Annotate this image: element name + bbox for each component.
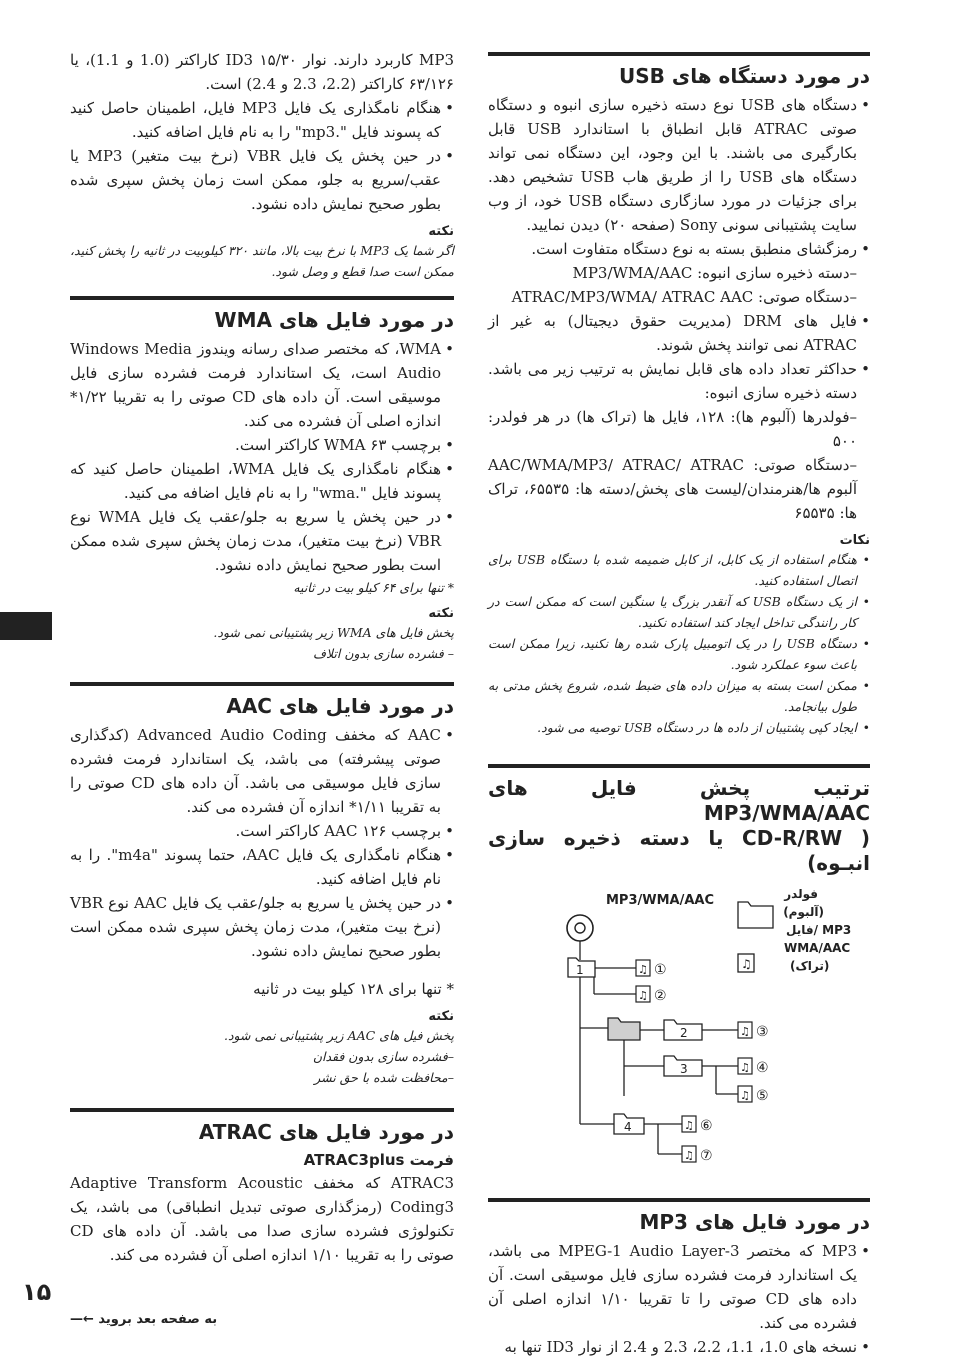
list-item: • WMA، که مختصر صدای رسانه ویندوز Windows Media Audio است، یک استاندارد فرمت فشرده سازی فایل موسیقی است. آن داده های CD صوتی را به تقریبا ۱/۲۲* اندازه اصلی آن فشرده می کند. — [70, 337, 454, 433]
list-item: • هنگام نامگذاری یک فایل AAC، حتما پسوند "m4a". را به نام فایل اضافه کنید. — [70, 843, 454, 891]
folder-icon — [664, 1020, 702, 1040]
svg-text:♫: ♫ — [638, 963, 648, 976]
note-item: • هنگام استفاده از یک کابل، از کابل ضمیمه شده با دستگاه USB برای اتصال استفاده کنید. — [488, 549, 870, 591]
list-item: • MP3 که مختصر MPEG-1 Audio Layer-3 می باشد، یک استاندارد فرمت فشرده سازی فایل موسیقی است. آن داده های CD صوتی را تا تقریبا ۱/۱۰ اندازه اصلی آن فشرده می کند. — [488, 1239, 870, 1335]
usb-section-title: در مورد دستگاه های USB — [619, 64, 870, 88]
folder-icon — [664, 1056, 702, 1076]
track-icon — [738, 1058, 769, 1076]
track-icon — [738, 1086, 769, 1104]
section-rule — [70, 682, 454, 686]
legend-folder-icon — [738, 902, 773, 928]
list-subitem: –فولدرها (آلبوم ها): ۱۲۸، فایل ها (تراک ها) در هر فولدر: ۵۰۰ — [488, 408, 857, 450]
left-column — [70, 48, 454, 1267]
order-section-title — [488, 776, 870, 876]
legend-folder-label: فولدر (آلبوم) — [783, 887, 824, 919]
list-item: • AAC که مخفف Advanced Audio Coding (کدگذاری صوتی پیشرفته) می باشد، یک استاندارد فرمت فشرده سازی فایل موسیقی می باشد. آن داده های CD صوتی را به تقریبا ۱/۱۱* اندازه آن فشرده می کند. — [70, 723, 454, 819]
disc-icon — [567, 915, 593, 941]
list-item: • در حین پخش یک فایل VBR (نرخ بیت متغیر) MP3 یا عقب/سریع به جلو، ممکن است زمان پخش سپری شده بطور صحیح نمایش داده نشود. — [70, 144, 454, 216]
aac-note-title: نکته — [428, 1009, 454, 1024]
track-icon — [636, 986, 667, 1004]
svg-text:1: 1 — [576, 963, 584, 977]
wma-note-line: پخش فایل های WMA زیر پشتیبانی نمی شود. — [213, 625, 454, 640]
list-item: • هنگام نامگذاری یک فایل WMA، اطمینان حاصل کنید که پسوند فایل ".wma" را به نام فایل اضافه می کنید. — [70, 457, 454, 505]
note-item: • دستگاه USB را در یک اتومبیل پارک شده رها نکنید، زیرا ممکن است باعث سوء عملکرد شود. — [488, 633, 870, 675]
usb-list — [488, 93, 870, 525]
mp3-note-text: اگر شما یک MP3 با نرخ بیت بالا، مانند ۳۲۰ کیلوبیت در ثانیه را پخش کنید، ممکن است صدا قطع و وصل شود. — [70, 243, 454, 279]
svg-text:④: ④ — [756, 1060, 769, 1076]
wma-list — [70, 337, 454, 577]
aac-note-line: –محافظت شده با حق نشر — [314, 1070, 454, 1085]
list-item: • در حین پخش یا سریع به جلو/عقب یک فایل AAC نوع VBR (نرخ بیت متغیر)، مدت زمان پخش سپری شده ممکن است بطور صحیح نمایش داده نشود. — [70, 891, 454, 963]
usb-notes-title: نکات — [839, 533, 870, 548]
aac-note-line: پخش فیل های AAC زیر پشتیبانی نمی شود. — [224, 1028, 454, 1043]
section-rule — [70, 1108, 454, 1112]
legend-file-icon — [738, 954, 754, 972]
aac-note-line: –فشرده سازی بدون فقدان — [312, 1049, 454, 1064]
mp3-section-title: در مورد فایل های MP3 — [639, 1210, 870, 1234]
section-rule — [488, 764, 870, 768]
list-item: • برچسب WMA ۶۳ کاراکتر است. — [70, 433, 454, 457]
list-item: • هنگام نامگذاری یک فایل MP3 فایل، اطمینان حاصل کنید که پسوند فایل ".mp3" را به نام فایل اضافه کنید. — [70, 96, 454, 144]
folder-tree-diagram — [488, 880, 870, 1180]
folder-icon — [568, 958, 595, 977]
list-item: • دستگاه های USB نوع دسته ذخیره سازی انبوه و دستگاه صوتی ATRAC قابل انطباق با استاندارد USB قابل بکارگیری می باشند. با این وجود، این دستگاه نمی تواند دستگاه های USB را از طریق هاب USB تشخیص دهد. برای جزئیات در مورد سازگاری دستگاه USB خود، از وب سایت پشتیبانی سونی Sony (صفحه ۲۰) دیدن نمایید. — [488, 93, 870, 237]
svg-text:③: ③ — [756, 1024, 769, 1040]
list-item: • برچسب AAC ۱۲۶ کاراکتر است. — [70, 819, 454, 843]
track-icon — [682, 1116, 713, 1134]
note-item: • ممکن است بسته به میزان داده های ضبط شده، شروع پخش مدتی به طول بیانجامد. — [488, 675, 870, 717]
svg-text:♫: ♫ — [684, 1119, 694, 1132]
svg-text:2: 2 — [680, 1026, 688, 1040]
order-title-line1: ترتیب پخش فایل های MP3/WMA/AAC — [488, 776, 870, 825]
mp3-continued-text: MP3 کاربرد دارند. نوار ID3 ۱۵/۳۰ کاراکتر (1.0 و 1.1)، یا ۶۳/۱۲۶ کاراکتر (2.2، 2.3 و 2.4) است. — [70, 51, 454, 93]
list-subitem: –دستگاه صوتی: AAC/WMA/MP3/ ATRAC/ ATRAC آلبوم ها/هنرمندان/لیست های پخش/دسته ها: ۶۵۵۳۵، تراک ها: ۶۵۵۳۵ — [488, 456, 858, 522]
svg-text:⑦: ⑦ — [700, 1148, 713, 1164]
folder-icon — [614, 1114, 644, 1134]
svg-text:♫: ♫ — [740, 1089, 750, 1102]
usb-notes-list — [488, 549, 870, 738]
atrac-text: ATRAC3 که مخفف Adaptive Transform Acoustic Coding3 (رمزگذاری صوتی تبدیل انطباقی) می باشد، یک تکنولوژی فشرده سازی صدا می باشد. آن داده های CD صوتی را به تقریبا ۱/۱۰ اندازه اصلی آن فشرده می کند. — [70, 1174, 454, 1264]
aac-footnote: * تنها برای ۱۲۸ کیلو بیت در ثانیه — [253, 980, 454, 998]
aac-section-title: در مورد فایل های AAC — [226, 694, 454, 718]
list-item: • در حین پخش یا سریع به جلو/عقب یک فایل WMA نوع VBR (نرخ بیت متغیر)، مدت زمان پخش سپری شده ممکن است بطور صحیح نمایش داده نشود. — [70, 505, 454, 577]
next-page-link[interactable]: به صفحه بعد بروید ←— — [70, 1312, 218, 1327]
list-item: • فایل های DRM (مدیریت حقوق دیجیتال) به غیر از ATRAC نمی توانند پخش شوند. — [488, 309, 870, 357]
atrac-subtitle: فرمت ATRAC3plus — [303, 1151, 454, 1169]
atrac-section-title: در مورد فایل های ATRAC — [198, 1120, 454, 1144]
wma-footnote: * تنها برای ۶۴ کیلو بیت در ثانیه — [293, 580, 454, 595]
mp3-note-title: نکته — [428, 224, 454, 239]
track-icon — [738, 1022, 769, 1040]
side-tab-marker — [0, 612, 52, 640]
wma-section-title: در مورد فایل های WMA — [214, 308, 454, 332]
right-column — [488, 52, 870, 1359]
svg-text:♫: ♫ — [741, 957, 752, 971]
list-subitem: –دستگاه صوتی: ATRAC/MP3/WMA/ ATRAC AAC — [511, 288, 857, 306]
order-title-line2: ( CD-R/RW یا دسته ذخیره سازی انبـوه) — [488, 826, 870, 875]
list-subitem: –دسته ذخیره سازی انبوه: MP3/WMA/AAC — [572, 264, 857, 282]
svg-text:3: 3 — [680, 1062, 688, 1076]
svg-text:♫: ♫ — [740, 1025, 750, 1038]
mp3-list — [488, 1239, 870, 1359]
mp3-continued-list — [70, 96, 454, 216]
section-rule — [488, 52, 870, 56]
svg-text:⑤: ⑤ — [756, 1088, 769, 1104]
track-icon — [682, 1146, 713, 1164]
folder-icon — [608, 1018, 640, 1040]
wma-note-line: – فشرده سازی بدون اتلاف — [312, 646, 454, 661]
aac-list — [70, 723, 454, 963]
note-item: • از یک دستگاه USB که آنقدر بزرگ یا سنگین است که ممکن است در کار رانندگی تداخل ایجاد کند استفاده نکنید. — [488, 591, 870, 633]
list-item: • حداکثر تعداد داده های قابل نمایش به ترتیب زیر می باشد. دسته ذخیره سازی انبوه: — [488, 357, 870, 405]
legend-file-label: فایل/ MP3 WMA/AAC (تراک) — [784, 923, 852, 973]
svg-text:♫: ♫ — [638, 989, 648, 1002]
svg-text:②: ② — [654, 988, 667, 1004]
section-rule — [488, 1198, 870, 1202]
svg-text:⑥: ⑥ — [700, 1118, 713, 1134]
note-item: • ایجاد کپی پشتیبان از داده ها در دستگاه USB توصیه می شود. — [488, 717, 870, 738]
section-rule — [70, 296, 454, 300]
svg-text:♫: ♫ — [684, 1149, 694, 1162]
track-icon — [636, 960, 667, 978]
svg-text:4: 4 — [624, 1120, 632, 1134]
list-item: • نسخه های 1.0، 1.1، 2.2، 2.3 و 2.4 از نوار ID3 تنها به — [488, 1335, 870, 1359]
svg-text:♫: ♫ — [740, 1061, 750, 1074]
wma-note-title: نکته — [428, 606, 454, 621]
page-number: ۱۵ — [22, 1278, 52, 1306]
svg-text:①: ① — [654, 962, 667, 978]
diagram-top-label: MP3/WMA/AAC — [606, 893, 715, 908]
list-item: • رمزگشای منطبق بسته به نوع دستگاه متفاوت است. — [488, 237, 870, 261]
